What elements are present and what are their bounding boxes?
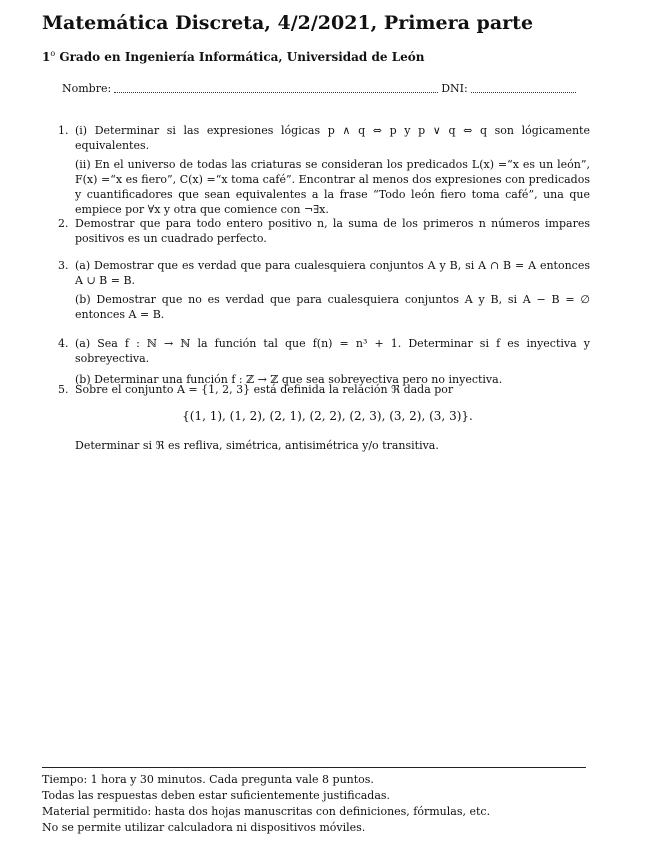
exam-title: Matemática Discreta, 4/2/2021, Primera parte (42, 12, 534, 34)
relation-set: {(1, 1), (1, 2), (2, 1), (2, 2), (2, 3), (3, 2), (3, 3)}. (182, 409, 473, 423)
instruction-time: Tiempo: 1 hora y 30 minutos. Cada pregunta vale 8 puntos. (42, 773, 374, 786)
name-blank (114, 82, 438, 93)
question-number: 3. (58, 259, 69, 272)
instruction-justify: Todas las respuestas deben estar suficientemente justificadas. (42, 789, 391, 802)
question-5-closing: Determinar si ℜ es refliva, simétrica, antisimétrica y/o transitiva. (75, 439, 439, 452)
name-label: Nombre: (62, 82, 112, 95)
student-id-line (62, 82, 587, 95)
question-4-part-b: (b) Determinar una función f : ℤ → ℤ que sea sobreyectiva pero no inyectiva. (75, 373, 503, 386)
instruction-material: Material permitido: hasta dos hojas manuscritas con definiciones, fórmulas, etc. (42, 805, 491, 818)
question-5-text: Sobre el conjunto A = {1, 2, 3} está definida la relación ℜ dada por (75, 383, 454, 396)
dni-blank (471, 82, 576, 93)
question-3 (58, 258, 590, 326)
subtitle-text: Grado en Ingeniería Informática, Universidad de León (55, 50, 425, 64)
question-4-part-a: (a) Sea f : ℕ → ℕ la función tal que f(n) = n³ + 1. Determinar si f es inyectiva y sobreyectiva. (75, 337, 590, 365)
instruction-devices: No se permite utilizar calculadora ni dispositivos móviles. (42, 821, 366, 834)
exam-subtitle (42, 49, 425, 64)
subtitle-ordinal-sup: o (50, 49, 56, 58)
question-3-part-a: (a) Demostrar que es verdad que para cualesquiera conjuntos A y B, si A ∩ B = A entonces A ∪ B = B. (75, 259, 590, 287)
question-2 (58, 216, 590, 250)
question-5-closing-block (58, 438, 590, 457)
footer-divider (42, 767, 586, 768)
question-number: 2. (58, 217, 69, 230)
question-3-part-b: (b) Demostrar que no es verdad que para cualesquiera conjuntos A y B, si A − B = ∅ entonces A = B. (75, 293, 590, 321)
question-number: 1. (58, 124, 69, 137)
subtitle-ordinal: 1 (42, 50, 51, 64)
exam-instructions (42, 772, 602, 836)
question-number: 4. (58, 337, 69, 350)
question-number: 5. (58, 383, 69, 396)
question-1 (58, 123, 590, 221)
question-1-part-ii: (ii) En el universo de todas las criaturas se consideran los predicados L(x) =“x es un león”, F(x) =“x es fiero”, C(x) =“x toma café”. Encontrar al menos dos expresiones con predicados y cuantificadores que sean equivalentes a la frase “Todo león fiero toma café”, una que empiece por ∀x y otra que comience con ¬∃x. (75, 158, 590, 216)
question-5 (58, 382, 590, 401)
dni-label: DNI: (441, 82, 468, 95)
question-1-part-i: (i) Determinar si las expresiones lógicas p ∧ q ⇔ p y p ∨ q ⇔ q son lógicamente equivalentes. (75, 124, 590, 152)
question-2-text: Demostrar que para todo entero positivo n, la suma de los primeros n números impares positivos es un cuadrado perfecto. (75, 217, 590, 245)
